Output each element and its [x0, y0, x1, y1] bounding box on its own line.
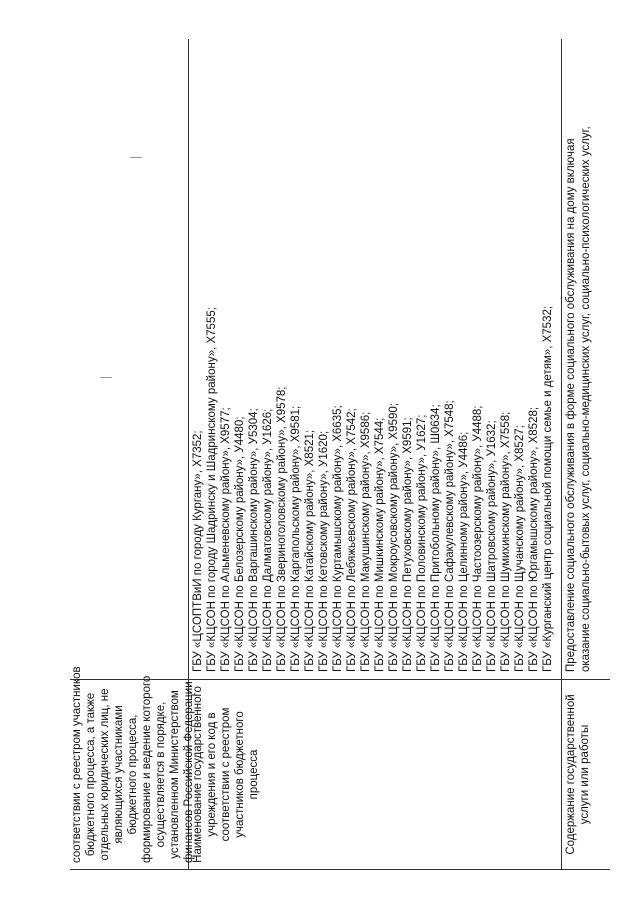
list-item: ГБУ «КЦСОН по Катайскому району», Х8521;	[304, 429, 316, 672]
list-item: ГБУ «КЦСОН по Далматовскому району», У1626;	[262, 408, 274, 672]
list-item: ГБУ «КЦСОН по Юргамышскому району», Х8528;	[528, 406, 540, 672]
list-item: ГБУ «КЦСОН по Сафакулевскому району», Х7548;	[444, 400, 456, 672]
list-item: ГБУ «КЦСОН по Звериноголовскому району», Х9578;	[276, 386, 288, 672]
row-service-label: Содержание государственной услуги или работы	[562, 679, 610, 869]
label-line: соответствии с реестром участников	[71, 666, 83, 863]
list-item: ГБУ «КЦСОН по Шумихинскому району», Х7558;	[500, 411, 512, 672]
list-item: ГБУ «Курганский центр социальной помощи семье и детям», Х7532;	[542, 305, 554, 672]
list-item: ГБУ «КЦСОН по Целинному району», У4486;	[458, 431, 470, 672]
list-item: ГБУ «КЦСОН по Мишкинскому району», Х7544;	[374, 417, 386, 672]
row-budget-participants	[70, 39, 195, 869]
rotated-table-content	[70, 40, 610, 870]
list-item: ГБУ «КЦСОН по Частоозерскому району», У4488;	[472, 405, 484, 672]
list-item: ГБУ «КЦСОН по Каргапольскому району», Х9581;	[290, 405, 302, 672]
label-line: установленном Министерством	[169, 690, 181, 859]
service-line: оказание социально-бытовых услуг, социально-медицинских услуг, социально-психологических услуг,	[580, 126, 592, 672]
row-budget-participants-label	[70, 666, 195, 869]
label-line: являющихся участниками	[113, 705, 125, 844]
label-line: осуществляется в порядке,	[155, 701, 167, 848]
list-item: ГБУ «КЦСОН по Лебяжьевскому району», Х7542;	[346, 408, 358, 672]
list-item: ГБУ «КЦСОН по городу Шадринску и Шадринскому району», Х7555;	[206, 307, 218, 672]
row-institutions	[189, 39, 562, 869]
row-service	[562, 39, 610, 869]
list-item: ГБУ «КЦСОН по Макушинскому району», Х9586;	[360, 411, 372, 672]
institutions-list	[189, 39, 561, 678]
list-item: ГБУ «КЦСОН по Белозерскому району», У4480;	[234, 416, 246, 672]
list-item: ГБУ «КЦСОН по Щучанскому району», Х8527;	[514, 425, 526, 672]
scan-mark	[100, 377, 112, 378]
list-item: ГБУ «КЦСОН по Альменевскому району», Х9577;	[220, 407, 232, 672]
list-item: ГБУ «КЦСОН по Половинскому району», У1627;	[416, 414, 428, 672]
row-budget-participants-content	[70, 39, 188, 678]
row-institutions-label: Наименование государственного учреждения и его код в соответствии с реестром участников бюджетного процесса	[189, 679, 561, 869]
label-line: отдельных юридических лиц, не	[99, 688, 111, 861]
label-line: формирование и ведение которого	[141, 675, 153, 863]
list-item: ГБУ «КЦСОН по Варгашинскому району», У5304;	[248, 408, 260, 672]
label-line: финансов Российской Федерации	[183, 681, 195, 863]
list-item: ГБУ «КЦСОН по Петуховскому району», Х9591;	[402, 417, 414, 672]
service-line: Предоставление социального обслуживания в форме социального обслуживания на дому включая	[565, 138, 577, 672]
list-item: ГБУ «КЦСОН по Притобольному району», Ш0634;	[430, 404, 442, 672]
row-service-content	[562, 39, 610, 678]
scan-mark	[130, 157, 142, 158]
list-item: ГБУ «КЦСОН по Куртамышскому району», Х6635;	[332, 405, 344, 672]
list-item: ГБУ «ЦСОПТВиИ по городу Кургану», Х7352;	[192, 430, 204, 672]
list-item: ГБУ «КЦСОН по Мокроусовскому району», Х9590;	[388, 403, 400, 672]
label-line: бюджетного процесса, а также	[85, 692, 97, 857]
list-item: ГБУ «КЦСОН по Кетовскому району», У1620;	[318, 430, 330, 672]
data-table	[70, 39, 610, 870]
list-item: ГБУ «КЦСОН по Шатровскому району», У1632;	[486, 420, 498, 672]
label-line: бюджетного процесса,	[127, 714, 139, 835]
